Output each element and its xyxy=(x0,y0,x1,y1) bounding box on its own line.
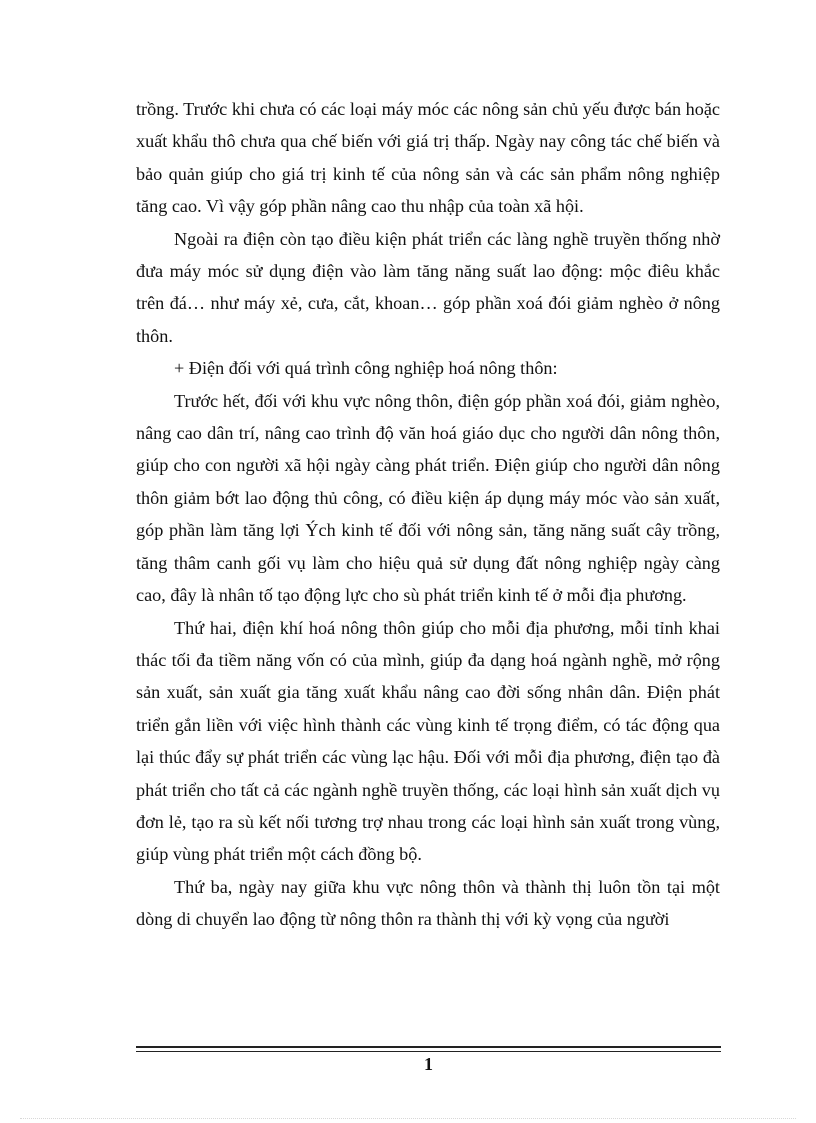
paragraph-traditional-crafts: Ngoài ra điện còn tạo điều kiện phát triển các làng nghề truyền thống nhờ đưa máy móc sử dụng điện vào làm tăng năng suất lao động: mộc điêu khắc trên đá… như máy xẻ, cưa, cắt, khoan… góp phần xoá đói giảm nghèo ở nông thôn. xyxy=(136,228,720,346)
footer-double-rule xyxy=(136,1046,721,1052)
paragraph-continuation: trồng. Trước khi chưa có các loại máy móc các nông sản chủ yếu được bán hoặc xuất khẩu thô chưa qua chế biến với giá trị thấp. Ngày nay công tác chế biến và bảo quản giúp cho giá trị kinh tế của nông sản và các sản phẩm nông nghiệp tăng cao. Vì vậy góp phần nâng cao thu nhập của toàn xã hội. xyxy=(136,99,720,217)
paragraph-second-point: Thứ hai, điện khí hoá nông thôn giúp cho mỗi địa phương, mỗi tỉnh khai thác tối đa tiềm năng vốn có của mình, giúp đa dạng hoá ngành nghề, mở rộng sản xuất, sản xuất gia tăng xuất khẩu nâng cao đời sống nhân dân. Điện phát triển gắn liền với việc hình thành các vùng kinh tế trọng điểm, có tác động qua lại thúc đẩy sự phát triển các vùng lạc hậu. Đối với mỗi địa phương, điện tạo đà phát triển cho tất cả các ngành nghề truyền thống, các loại hình sản xuất dịch vụ đơn lẻ, tạo ra sù kết nối tương trợ nhau trong các loại hình sản xuất trong vùng, giúp vùng phát triển một cách đồng bộ. xyxy=(136,617,720,865)
document-body xyxy=(136,93,720,936)
paragraph-first-point: Trước hết, đối với khu vực nông thôn, điện góp phần xoá đói, giảm nghèo, nâng cao dân trí, nâng cao trình độ văn hoá giáo dục cho người dân nông thôn, giúp cho con người xã hội ngày càng phát triển. Điện giúp cho người dân nông thôn giảm bớt lao động thủ công, có điều kiện áp dụng máy móc vào sản xuất, góp phần làm tăng lợi Ých kinh tế đối với nông sản, tăng năng suất cây trồng, tăng thâm canh gối vụ làm cho hiệu quả sử dụng đất nông nghiệp ngày càng cao, đây là nhân tố tạo động lực cho sù phát triển kinh tế ở mỗi địa phương. xyxy=(136,390,720,606)
page-number: 1 xyxy=(424,1054,433,1074)
page-bottom-edge xyxy=(20,1118,796,1119)
paragraph-third-point: Thứ ba, ngày nay giữa khu vực nông thôn và thành thị luôn tồn tại một dòng di chuyển lao động từ nông thôn ra thành thị với kỳ vọng của người xyxy=(136,876,720,930)
paragraph-heading-industrialization: + Điện đối với quá trình công nghiệp hoá nông thôn: xyxy=(174,358,558,379)
